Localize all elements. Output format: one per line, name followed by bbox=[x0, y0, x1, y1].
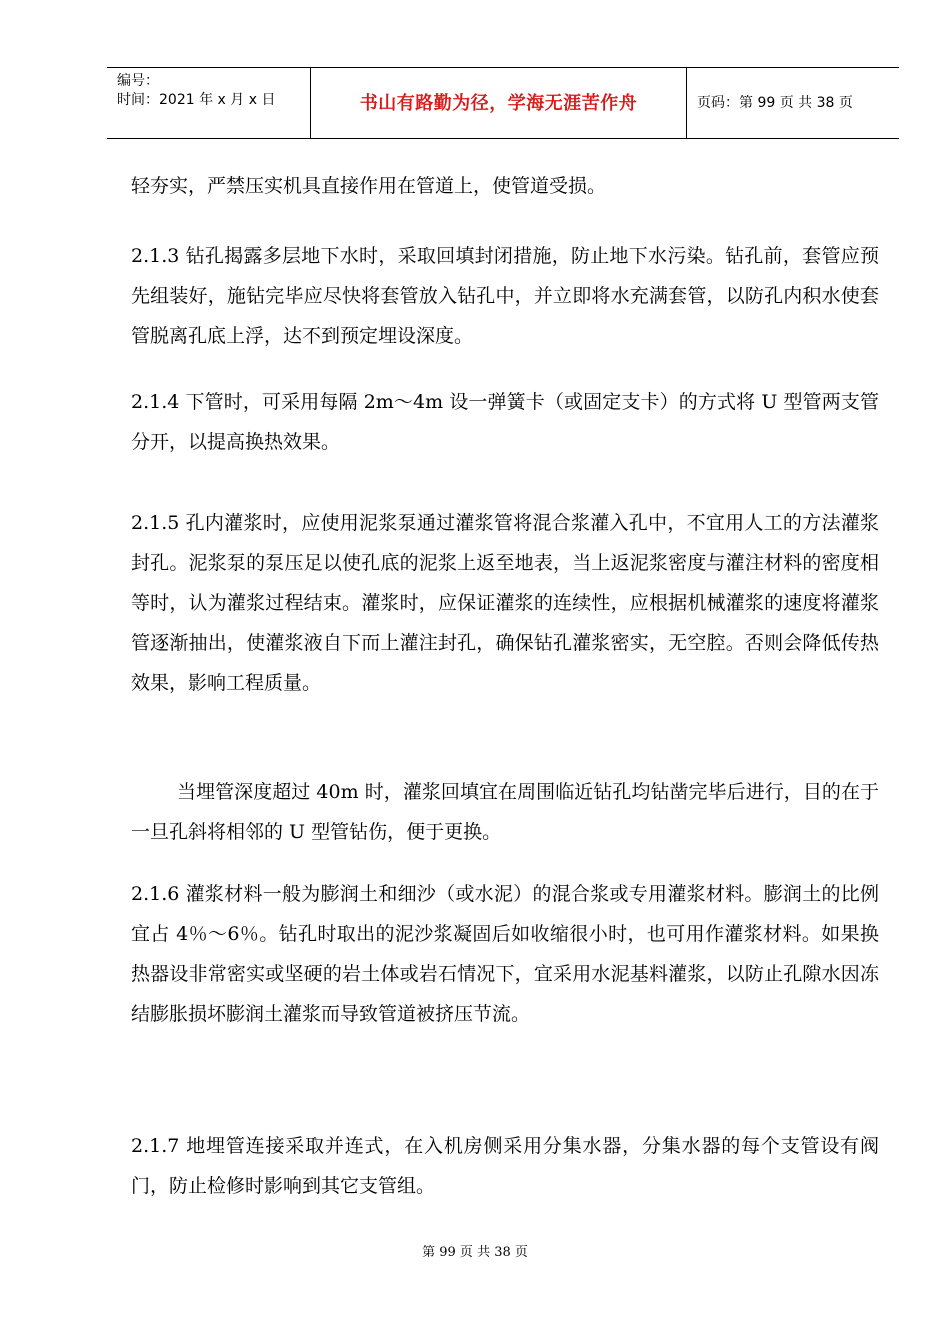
paragraph-2-1-7: 2.1.7 地埋管连接采取并连式，在入机房侧采用分集水器，分集水器的每个支管设有阀门，防止检修时影响到其它支管组。 bbox=[131, 1135, 879, 1197]
page-footer bbox=[0, 1245, 950, 1261]
page-label: 页码：第 99 页 共 38 页 bbox=[697, 95, 853, 111]
paragraph-2-1-5: 2.1.5 孔内灌浆时，应使用泥浆泵通过灌浆管将混合浆灌入孔中，不宜用人工的方法灌浆封孔。泥浆泵的泵压足以使孔底的泥浆上返至地表，当上返泥浆密度与灌注材料的密度相等时，认为灌浆过程结束。灌浆时，应保证灌浆的连续性，应根据机械灌浆的速度将灌浆管逐渐抽出，使灌浆液自下而上灌注封孔，确保钻孔灌浆密实，无空腔。否则会降低传热效果，影响工程质量。 bbox=[131, 512, 879, 694]
paragraph-2-1-3: 2.1.3 钻孔揭露多层地下水时，采取回填封闭措施，防止地下水污染。钻孔前，套管应预先组装好，施钻完毕应尽快将套管放入钻孔中，并立即将水充满套管，以防孔内积水使套管脱离孔底上浮，达不到预定埋设深度。 bbox=[131, 245, 879, 347]
motto-text: 书山有路勤为径，学海无涯苦作舟 bbox=[359, 93, 638, 114]
header-motto-cell bbox=[311, 68, 687, 138]
paragraph-2-1-4: 2.1.4 下管时，可采用每隔 2m～4m 设一弹簧卡（或固定支卡）的方式将 U 型管两支管分开，以提高换热效果。 bbox=[131, 391, 879, 453]
paragraph-2-1-6: 2.1.6 灌浆材料一般为膨润土和细沙（或水泥）的混合浆或专用灌浆材料。膨润土的比例宜占 4％～6％。钻孔时取出的泥沙浆凝固后如收缩很小时，也可用作灌浆材料。如果换热器设非常密实或坚硬的岩土体或岩石情况下，宜采用水泥基料灌浆，以防止孔隙水因冻结膨胀损坏膨润土灌浆而导致管道被挤压节流。 bbox=[131, 883, 879, 1025]
page-header bbox=[107, 67, 899, 139]
paragraph-continuation: 轻夯实，严禁压实机具直接作用在管道上，使管道受损。 bbox=[131, 175, 607, 197]
paragraph-depth-note: 当埋管深度超过 40m 时，灌浆回填宜在周围临近钻孔均钻凿完毕后进行，目的在于一旦孔斜将相邻的 U 型管钻伤，便于更换。 bbox=[131, 781, 879, 843]
header-info-cell bbox=[107, 68, 311, 138]
number-label: 编号： bbox=[117, 73, 159, 89]
time-label: 时间：2021 年 x 月 x 日 bbox=[117, 92, 276, 108]
footer-page-number: 第 99 页 共 38 页 bbox=[422, 1245, 528, 1260]
header-page-cell bbox=[687, 68, 899, 138]
